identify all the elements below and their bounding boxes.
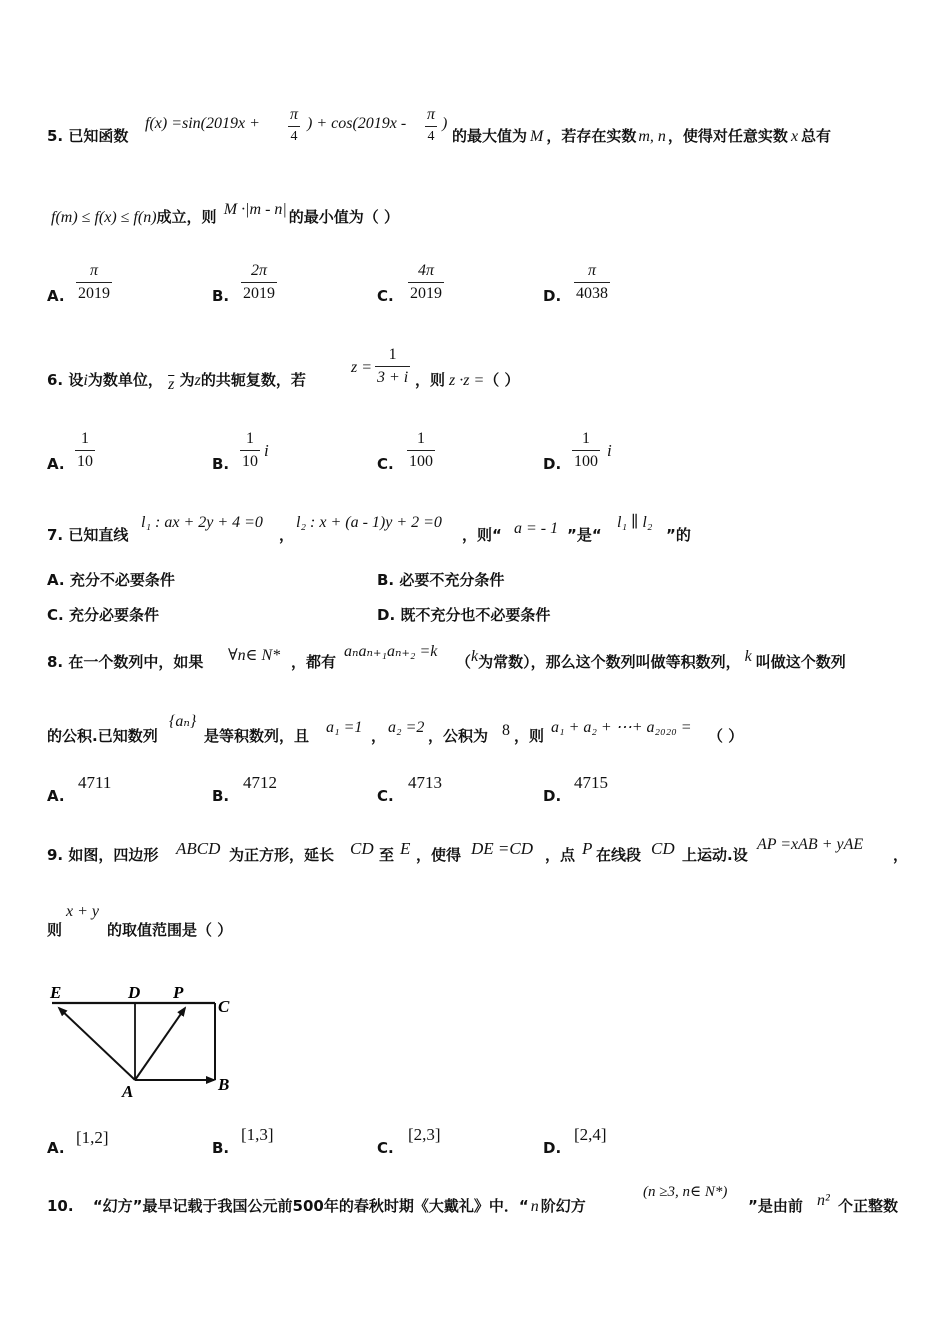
q6-option-d-label[interactable]: D. [543,455,562,473]
q6-option-c-label[interactable]: C. [377,455,394,473]
q5-option-b-label[interactable]: B. [212,287,230,305]
q9-e: E [400,839,411,858]
q5-option-d-label[interactable]: D. [543,287,562,305]
q9-option-c-label[interactable]: C. [377,1139,394,1157]
q6-zbar: $\overline{z}$ [168,376,175,393]
q10-n-squared: n² [817,1192,830,1209]
q9-abcd: ABCD [176,839,221,858]
q7-l1: l₁ : ax + 2y + 4 =0 [141,514,263,531]
q9-label-p: P [173,983,184,1002]
q5-pi-over-4-b: π 4 [427,106,436,144]
q5-option-d-value: π 4038 [576,262,608,302]
q9-label-e: E [50,983,62,1002]
q6-option-d-value: 1 100 [574,430,598,470]
q7-option-a[interactable]: A. 充分不必要条件 [47,571,175,589]
q5-function-c: ) [442,115,448,132]
q7-option-d[interactable]: D. 既不充分也不必要条件 [377,606,551,624]
q8-option-b-value: 4712 [243,773,277,792]
q5-line2: f(m) ≤ f(x) ≤ f(n)成立，则 M ·|m - n| 的最小值为（ ） [51,201,400,226]
q8-line1-rest: （k为常数），那么这个数列叫做等积数列， k 叫做这个数列 [456,648,846,671]
q5-option-c-value: 4π 2019 [410,262,442,302]
q9-vector-ae [59,1008,135,1080]
q9-cd: CD [350,839,374,858]
q6-option-d-i: i [607,441,612,460]
q6-option-c-value: 1 100 [409,430,433,470]
q9-option-c-value: [2,3] [408,1125,441,1144]
q6-z-eq: z = [351,359,373,376]
q5-number: 5. [47,127,64,145]
q9-figure [40,975,250,1105]
q9-p: P [582,839,593,858]
q8-option-c-value: 4713 [408,773,442,792]
q7-condition: a = - 1 [514,520,559,537]
q10-condition: (n ≥3, n∈ N*) [643,1184,728,1200]
q7-l2: l₂ : x + (a - 1)y + 2 =0 [296,514,442,531]
q8-forall: ∀n∈ N* [228,647,281,664]
q9-de-eq-cd: DE =CD [471,839,533,858]
q9-label-c: C [218,997,230,1016]
q8-sequence: {aₙ} [169,713,197,730]
q7-option-c[interactable]: C. 充分必要条件 [47,606,159,624]
q8-product: aₙaₙ₊₁aₙ₊₂ =k [344,643,438,660]
q7-parallel: l₁ ∥ l₂ [617,514,653,531]
q6-fraction: 1 3 + i [377,346,409,386]
q9-option-d-value: [2,4] [574,1125,607,1144]
q10-line: 10. “幻方”最早记载于我国公元前500年的春秋时期《大戴礼》中．“ n 阶幻方 [47,1197,586,1215]
q9-cd-2: CD [651,839,675,858]
q8-option-d-label[interactable]: D. [543,787,562,805]
q9-label-d: D [128,983,141,1002]
q8-option-d-value: 4715 [574,773,608,792]
q6-option-b-i: i [264,441,269,460]
q9-option-a-value: [1,2] [76,1128,109,1147]
q6-option-a-label[interactable]: A. [47,455,65,473]
q6-option-b-label[interactable]: B. [212,455,230,473]
q8-line1: 8. 在一个数列中，如果 [47,653,204,671]
q8-option-b-label[interactable]: B. [212,787,230,805]
q9-vector-ap [135,1008,185,1080]
q5-function-a: f(x) =sin(2019x + [145,115,260,132]
q9-line2-a: 则 [47,921,63,939]
q7-line: 7. 已知直线 [47,526,129,544]
q9-option-d-label[interactable]: D. [543,1139,562,1157]
q8-line2-a: 的公积.已知数列 [47,727,158,745]
q8-option-c-label[interactable]: C. [377,787,394,805]
q9-label-a: A [122,1082,134,1101]
q5-option-b-value: 2π 2019 [243,262,275,302]
q6-line: 6. 设i为数单位， $\overline{z}$ 为z的共轭复数，若 [47,371,306,393]
q7-option-b[interactable]: B. 必要不充分条件 [377,571,505,589]
q9-option-b-label[interactable]: B. [212,1139,230,1157]
q6-option-a-value: 1 10 [77,430,93,470]
q9-option-b-value: [1,3] [241,1125,274,1144]
q9-line1: 9. 如图，四边形 [47,846,159,864]
q5-line1 [47,129,128,144]
q5-function-b: ) + cos(2019x - [307,115,407,132]
q5-option-c-label[interactable]: C. [377,287,394,305]
q5-option-a-value: π 2019 [78,262,110,302]
q6-line-rest: ，则 z ·z =（ ） [415,371,520,389]
q8-a2: a₂ =2 [388,719,425,736]
q8-eight: 8 [502,722,510,739]
q5-option-a-label[interactable]: A. [47,287,65,305]
q6-option-b-value: 1 10 [242,430,258,470]
q5-line1-rest: 的最大值为 M ，若存在实数 m, n ，使得对任意实数 x 总有 [452,127,832,145]
q8-option-a-value: 4711 [78,773,112,792]
q8-a1: a₁ =1 [326,719,363,736]
q8-sum: a₁ + a₂ + ⋯+ a₂₀₂₀ = [551,719,692,736]
q9-x-plus-y: x + y [66,903,99,920]
q9-label-b: B [218,1075,230,1094]
q9-option-a-label[interactable]: A. [47,1139,65,1157]
q8-option-a-label[interactable]: A. [47,787,65,805]
q9-ap-eq: AP =xAB + yAE [757,836,864,853]
q5-text-1: 已知函数 [68,127,129,145]
q5-pi-over-4-a: π 4 [290,106,299,144]
